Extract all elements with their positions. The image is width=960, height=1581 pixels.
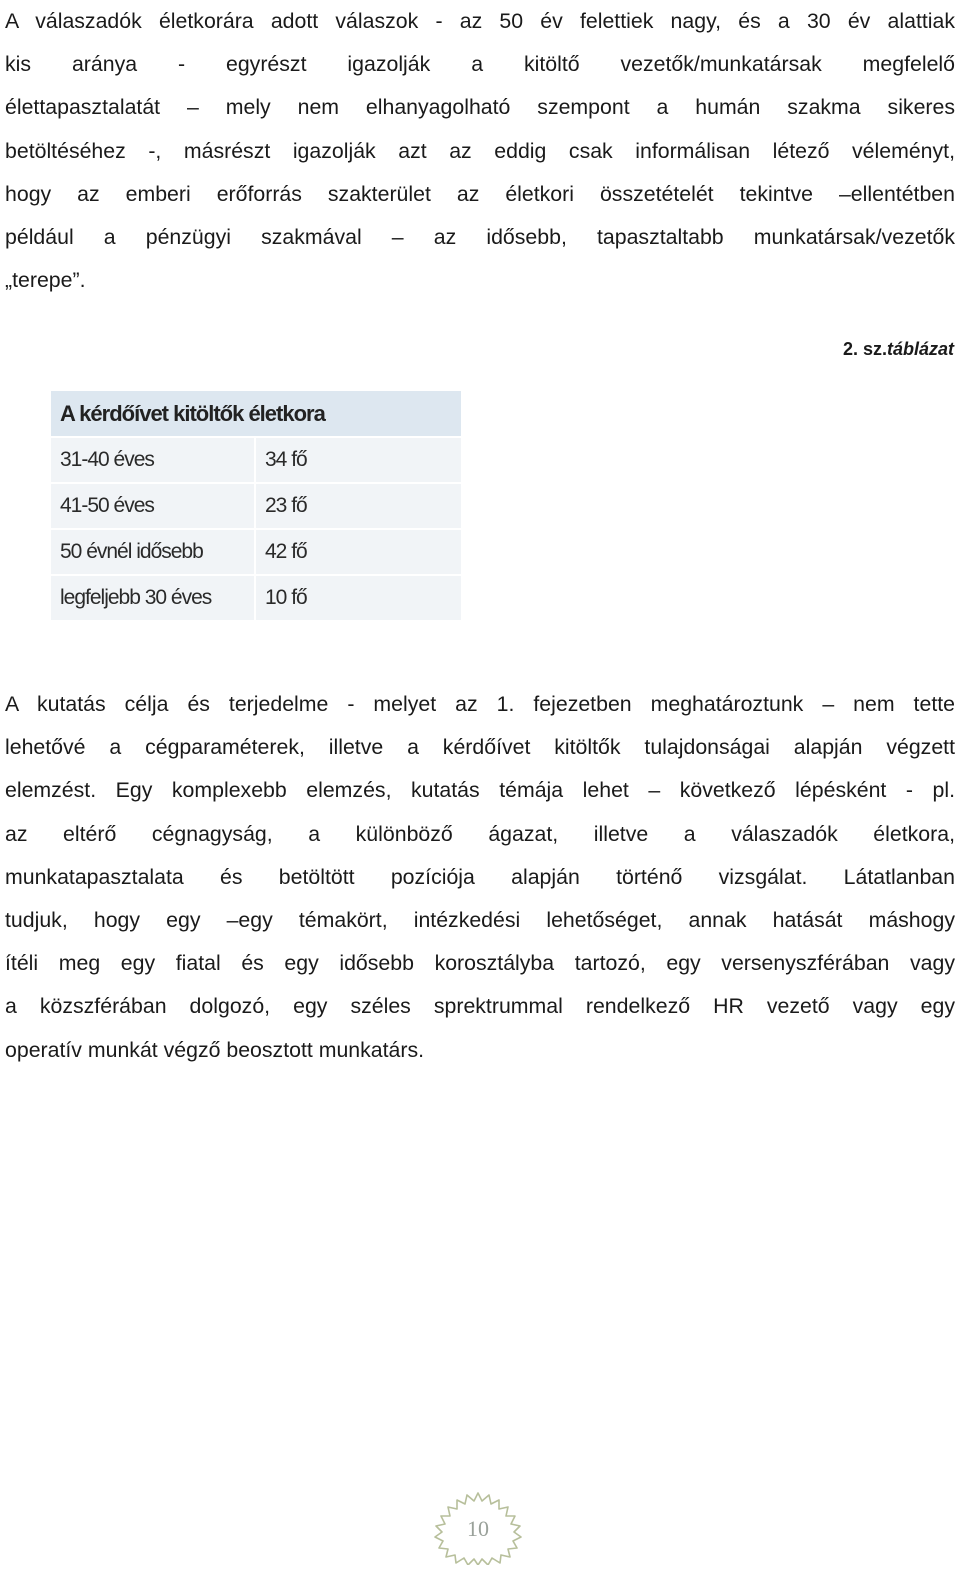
age-group-cell: legfeljebb 30 éves	[51, 575, 255, 620]
page-number-badge	[426, 1491, 530, 1565]
table-caption	[843, 339, 954, 360]
count-cell: 23 fő	[255, 483, 461, 529]
paragraph-age-discussion	[5, 0, 955, 302]
text-line: lehetővé a cégparaméterek, illetve a kérdőívet kitöltők tulajdonságai alapján végzett	[5, 735, 955, 760]
age-group-cell: 31-40 éves	[51, 437, 255, 483]
text-line: a közszférában dolgozó, egy széles sprektrummal rendelkező HR vezető vagy egy	[5, 994, 955, 1019]
text-line: A válaszadók életkorára adott válaszok - az 50 év felettiek nagy, és a 30 év alattiak	[5, 9, 955, 33]
text-line: munkatapasztalata és betöltött pozíciója alapján történő vizsgálat. Látatlanban	[5, 864, 955, 889]
table-row	[51, 529, 461, 575]
text-line: kis aránya - egyrészt igazolják a kitöltő vezetők/munkatársak megfelelő	[5, 52, 955, 77]
table-header: A kérdőívet kitöltők életkora	[51, 391, 461, 437]
age-group-cell: 50 évnél idősebb	[51, 529, 255, 575]
table-caption-number: 2. sz.	[842, 339, 887, 359]
text-line: A kutatás célja és terjedelme - melyet az 1. fejezetben meghatároztunk – nem tette	[5, 692, 955, 716]
text-line: például a pénzügyi szakmával – az idősebb, tapasztaltabb munkatársak/vezetők	[5, 224, 955, 249]
table-row	[51, 575, 461, 620]
count-cell: 10 fő	[255, 575, 461, 620]
age-table	[51, 391, 461, 620]
table-header-row	[51, 391, 461, 437]
text-line: hogy az emberi erőforrás szakterület az életkori összetételét tekintve –ellentétben	[5, 181, 955, 206]
text-line: élettapasztalatát – mely nem elhanyagolható szempont a humán szakma sikeres	[5, 95, 955, 120]
table-row	[51, 437, 461, 483]
text-line: operatív munkát végző beosztott munkatárs.	[5, 1037, 425, 1062]
table-row	[51, 483, 461, 529]
table-caption-label: táblázat	[886, 339, 954, 359]
count-cell: 34 fő	[255, 437, 461, 483]
text-line: ítéli meg egy fiatal és egy idősebb korosztályba tartozó, egy versenyszférában vagy	[5, 951, 955, 976]
age-group-cell: 41-50 éves	[51, 483, 255, 529]
text-line: „terepe”.	[5, 268, 86, 293]
paragraph-research-scope	[5, 683, 955, 1072]
count-cell: 42 fő	[255, 529, 461, 575]
page-number: 10	[467, 1516, 489, 1541]
text-line: elemzést. Egy komplexebb elemzés, kutatás témája lehet – következő lépésként - pl.	[5, 778, 955, 803]
text-line: tudjuk, hogy egy –egy témakört, intézkedési lehetőséget, annak hatását máshogy	[5, 907, 955, 932]
text-line: betöltéséhez -, másrészt igazolják azt az eddig csak informálisan létező véleményt,	[5, 138, 955, 163]
text-line: az eltérő cégnagyság, a különböző ágazat, illetve a válaszadók életkora,	[5, 821, 955, 846]
